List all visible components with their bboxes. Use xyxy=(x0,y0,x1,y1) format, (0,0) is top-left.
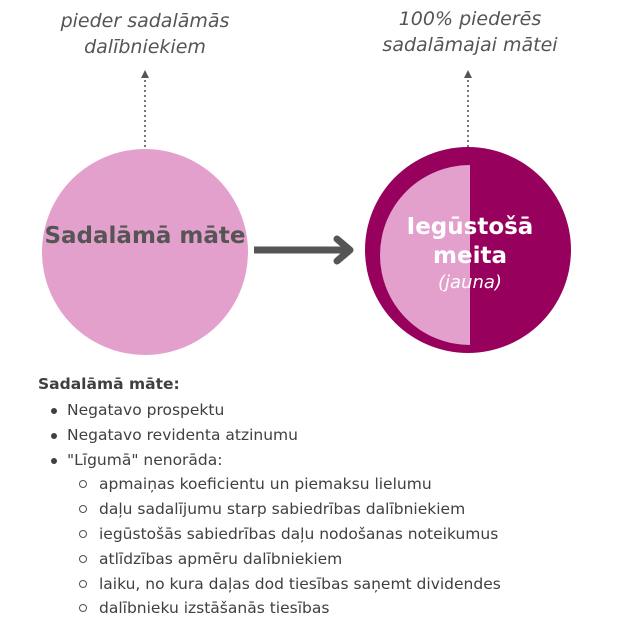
bullet-icon xyxy=(51,433,57,439)
connector-arrowhead-right xyxy=(464,70,472,78)
bullet-icon xyxy=(51,458,57,464)
sub-list-item xyxy=(67,547,608,572)
sub-list-item xyxy=(67,522,608,547)
ring-bullet-icon xyxy=(79,480,87,488)
caption-right-ownership: 100% piederēs sadalāmajai mātei xyxy=(382,8,558,56)
ring-bullet-icon xyxy=(79,555,87,563)
sub-list-item xyxy=(67,472,608,497)
list-item-text: "Līgumā" nenorāda: xyxy=(67,450,223,469)
connector-arrowhead-left xyxy=(141,70,149,78)
sub-list-item-text: dalībnieku izstāšanās tiesības xyxy=(99,599,330,618)
right-circle-sublabel: (jauna) xyxy=(438,272,502,293)
list-item xyxy=(38,398,608,423)
ring-bullet-icon xyxy=(79,505,87,513)
sub-list-item-text: apmaiņas koeficientu un piemaksu lielumu xyxy=(99,475,432,494)
ring-bullet-icon xyxy=(79,530,87,538)
sub-list-item-text: daļu sadalījumu starp sabiedrības dalībniekiem xyxy=(99,500,466,519)
right-circle-label: Iegūstošā meita xyxy=(406,214,534,269)
left-circle xyxy=(42,149,248,355)
sub-list-item-text: iegūstošās sabiedrības daļu nodošanas noteikumus xyxy=(99,524,499,543)
list-item xyxy=(38,448,608,622)
notes-list xyxy=(38,398,608,621)
caption-left-owners: pieder sadalāmās dalībniekiem xyxy=(60,10,230,58)
notes-section xyxy=(38,372,608,621)
sub-list-item xyxy=(67,497,608,522)
list-item-text: Negatavo prospektu xyxy=(67,401,225,419)
sub-list-item xyxy=(67,572,608,597)
list-item xyxy=(38,423,608,448)
notes-heading: Sadalāmā māte: xyxy=(38,375,180,393)
right-circle-label-group xyxy=(370,213,570,295)
bullet-icon xyxy=(51,408,57,414)
ring-bullet-icon xyxy=(79,604,87,612)
left-circle-label: Sadalāmā māte xyxy=(44,223,246,249)
ring-bullet-icon xyxy=(79,580,87,588)
sub-list-item xyxy=(67,596,608,621)
sub-list xyxy=(67,472,608,621)
sub-list-item-text: atlīdzības apmēru dalībniekiem xyxy=(99,549,343,568)
sub-list-item-text: laiku, no kura daļas dod tiesības saņemt dividendes xyxy=(99,574,501,593)
list-item-text: Negatavo revidenta atzinumu xyxy=(67,425,298,444)
